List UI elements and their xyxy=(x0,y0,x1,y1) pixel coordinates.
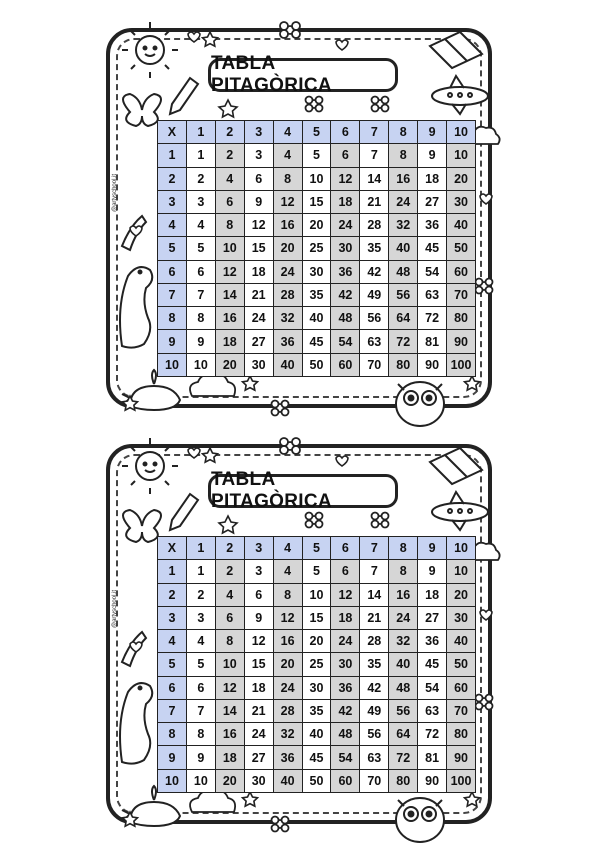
column-header: 4 xyxy=(273,121,302,144)
table-cell: 6 xyxy=(331,144,360,167)
table-grid xyxy=(157,536,476,793)
table-cell: 14 xyxy=(360,167,389,190)
table-cell: 4 xyxy=(215,583,244,606)
table-cell: 27 xyxy=(244,746,273,769)
table-cell: 9 xyxy=(418,560,447,583)
table-cell: 45 xyxy=(418,237,447,260)
row-header: 2 xyxy=(158,583,187,606)
column-header: 7 xyxy=(360,537,389,560)
table-cell: 8 xyxy=(389,560,418,583)
table-cell: 70 xyxy=(360,353,389,376)
table-cell: 21 xyxy=(244,699,273,722)
table-cell: 7 xyxy=(186,283,215,306)
table-cell: 2 xyxy=(215,144,244,167)
pythagorean-card-top xyxy=(100,16,500,416)
table-cell: 30 xyxy=(244,353,273,376)
credit-text: @artyschool.it xyxy=(112,589,118,628)
table-cell: 56 xyxy=(389,699,418,722)
column-header: 3 xyxy=(244,121,273,144)
multiplication-table xyxy=(157,120,476,377)
table-cell: 9 xyxy=(244,606,273,629)
table-cell: 16 xyxy=(273,630,302,653)
table-cell: 9 xyxy=(244,190,273,213)
column-header: 6 xyxy=(331,121,360,144)
table-cell: 2 xyxy=(215,560,244,583)
table-row xyxy=(158,630,476,653)
owl-icon xyxy=(396,382,444,426)
table-cell: 40 xyxy=(447,214,476,237)
table-cell: 60 xyxy=(331,769,360,792)
table-grid xyxy=(157,120,476,377)
table-cell: 16 xyxy=(389,167,418,190)
table-cell: 50 xyxy=(302,353,331,376)
table-cell: 42 xyxy=(331,283,360,306)
table-cell: 8 xyxy=(215,630,244,653)
table-cell: 70 xyxy=(447,283,476,306)
table-cell: 18 xyxy=(418,167,447,190)
table-cell: 30 xyxy=(331,237,360,260)
table-cell: 20 xyxy=(215,353,244,376)
table-cell: 8 xyxy=(273,583,302,606)
table-cell: 28 xyxy=(273,283,302,306)
corner-cell: X xyxy=(158,537,187,560)
table-cell: 12 xyxy=(273,190,302,213)
column-header: 3 xyxy=(244,537,273,560)
page-title: TABLA PITAGÒRICA xyxy=(208,474,398,508)
table-cell: 10 xyxy=(215,653,244,676)
table-cell: 5 xyxy=(302,144,331,167)
table-row xyxy=(158,699,476,722)
table-cell: 12 xyxy=(215,260,244,283)
table-cell: 28 xyxy=(360,630,389,653)
table-cell: 5 xyxy=(302,560,331,583)
table-cell: 9 xyxy=(418,144,447,167)
table-cell: 16 xyxy=(215,307,244,330)
table-cell: 64 xyxy=(389,723,418,746)
table-cell: 40 xyxy=(389,237,418,260)
table-cell: 10 xyxy=(447,560,476,583)
row-header: 1 xyxy=(158,144,187,167)
table-cell: 10 xyxy=(302,583,331,606)
row-header: 6 xyxy=(158,260,187,283)
table-cell: 45 xyxy=(418,653,447,676)
table-cell: 6 xyxy=(215,606,244,629)
table-cell: 4 xyxy=(186,214,215,237)
table-cell: 63 xyxy=(418,283,447,306)
table-cell: 20 xyxy=(447,583,476,606)
column-header: 2 xyxy=(215,537,244,560)
table-cell: 70 xyxy=(447,699,476,722)
table-cell: 12 xyxy=(215,676,244,699)
table-cell: 72 xyxy=(418,723,447,746)
table-cell: 10 xyxy=(186,769,215,792)
table-cell: 5 xyxy=(186,653,215,676)
table-cell: 49 xyxy=(360,699,389,722)
table-cell: 6 xyxy=(244,167,273,190)
table-row xyxy=(158,283,476,306)
table-cell: 25 xyxy=(302,653,331,676)
table-cell: 42 xyxy=(331,699,360,722)
row-header: 4 xyxy=(158,630,187,653)
table-cell: 24 xyxy=(389,606,418,629)
table-cell: 6 xyxy=(331,560,360,583)
table-cell: 27 xyxy=(244,330,273,353)
table-cell: 15 xyxy=(302,606,331,629)
table-cell: 32 xyxy=(389,214,418,237)
table-cell: 80 xyxy=(447,307,476,330)
table-cell: 21 xyxy=(360,190,389,213)
airplane-icon xyxy=(432,492,488,530)
table-cell: 49 xyxy=(360,283,389,306)
table-cell: 100 xyxy=(447,353,476,376)
row-header: 3 xyxy=(158,190,187,213)
table-cell: 10 xyxy=(447,144,476,167)
table-cell: 30 xyxy=(302,260,331,283)
row-header: 6 xyxy=(158,676,187,699)
row-header: 10 xyxy=(158,769,187,792)
corner-cell: X xyxy=(158,121,187,144)
table-cell: 15 xyxy=(244,237,273,260)
column-header: 1 xyxy=(186,537,215,560)
table-cell: 9 xyxy=(186,746,215,769)
row-header: 7 xyxy=(158,283,187,306)
table-cell: 56 xyxy=(360,307,389,330)
table-row xyxy=(158,330,476,353)
book-icon xyxy=(430,448,482,484)
table-cell: 40 xyxy=(447,630,476,653)
table-cell: 16 xyxy=(273,214,302,237)
table-cell: 54 xyxy=(418,260,447,283)
table-cell: 30 xyxy=(331,653,360,676)
table-cell: 63 xyxy=(360,746,389,769)
table-cell: 35 xyxy=(360,237,389,260)
table-cell: 7 xyxy=(360,560,389,583)
table-cell: 4 xyxy=(273,144,302,167)
table-row xyxy=(158,606,476,629)
table-cell: 15 xyxy=(244,653,273,676)
table-cell: 54 xyxy=(331,330,360,353)
row-header: 10 xyxy=(158,353,187,376)
table-cell: 42 xyxy=(360,260,389,283)
table-cell: 27 xyxy=(418,190,447,213)
sun-icon xyxy=(122,22,178,78)
table-cell: 20 xyxy=(302,630,331,653)
table-row xyxy=(158,214,476,237)
table-cell: 36 xyxy=(273,746,302,769)
table-cell: 10 xyxy=(186,353,215,376)
table-cell: 3 xyxy=(186,606,215,629)
table-cell: 35 xyxy=(302,283,331,306)
table-cell: 63 xyxy=(360,330,389,353)
table-cell: 7 xyxy=(186,699,215,722)
table-cell: 36 xyxy=(418,214,447,237)
table-cell: 80 xyxy=(447,723,476,746)
row-header: 5 xyxy=(158,653,187,676)
table-cell: 50 xyxy=(447,237,476,260)
credit-text: @artyschool.it xyxy=(112,173,118,212)
table-cell: 72 xyxy=(389,330,418,353)
table-row xyxy=(158,237,476,260)
table-row xyxy=(158,769,476,792)
pencil-icon xyxy=(170,494,198,530)
table-cell: 90 xyxy=(418,353,447,376)
table-cell: 72 xyxy=(389,746,418,769)
table-cell: 32 xyxy=(273,723,302,746)
column-header: 4 xyxy=(273,537,302,560)
table-cell: 20 xyxy=(215,769,244,792)
pencil-icon xyxy=(170,78,198,114)
sun-icon xyxy=(122,438,178,494)
table-cell: 56 xyxy=(360,723,389,746)
page-title: TABLA PITAGÒRICA xyxy=(208,58,398,92)
table-row xyxy=(158,353,476,376)
table-cell: 25 xyxy=(302,237,331,260)
table-row xyxy=(158,560,476,583)
table-row xyxy=(158,653,476,676)
table-cell: 6 xyxy=(186,676,215,699)
table-cell: 18 xyxy=(215,746,244,769)
table-row xyxy=(158,676,476,699)
table-cell: 45 xyxy=(302,746,331,769)
table-cell: 4 xyxy=(273,560,302,583)
table-cell: 30 xyxy=(244,769,273,792)
row-header: 8 xyxy=(158,307,187,330)
table-cell: 3 xyxy=(244,560,273,583)
table-cell: 10 xyxy=(302,167,331,190)
column-header: 9 xyxy=(418,121,447,144)
table-cell: 90 xyxy=(447,330,476,353)
column-header: 9 xyxy=(418,537,447,560)
table-cell: 12 xyxy=(244,214,273,237)
table-cell: 24 xyxy=(389,190,418,213)
table-cell: 18 xyxy=(418,583,447,606)
table-cell: 35 xyxy=(302,699,331,722)
table-cell: 24 xyxy=(244,307,273,330)
table-cell: 14 xyxy=(360,583,389,606)
table-cell: 42 xyxy=(360,676,389,699)
table-cell: 7 xyxy=(360,144,389,167)
table-cell: 8 xyxy=(186,723,215,746)
table-cell: 20 xyxy=(302,214,331,237)
table-cell: 50 xyxy=(447,653,476,676)
table-cell: 20 xyxy=(273,653,302,676)
table-cell: 63 xyxy=(418,699,447,722)
column-header: 6 xyxy=(331,537,360,560)
table-cell: 18 xyxy=(215,330,244,353)
table-cell: 24 xyxy=(244,723,273,746)
row-header: 4 xyxy=(158,214,187,237)
table-cell: 16 xyxy=(215,723,244,746)
table-cell: 30 xyxy=(447,606,476,629)
table-cell: 8 xyxy=(389,144,418,167)
book-icon xyxy=(430,32,482,68)
table-cell: 56 xyxy=(389,283,418,306)
table-header-row xyxy=(158,537,476,560)
table-cell: 15 xyxy=(302,190,331,213)
table-cell: 24 xyxy=(331,214,360,237)
table-cell: 36 xyxy=(331,676,360,699)
table-cell: 16 xyxy=(389,583,418,606)
table-row xyxy=(158,144,476,167)
pythagorean-card-bottom xyxy=(100,432,500,832)
table-cell: 1 xyxy=(186,560,215,583)
table-cell: 54 xyxy=(331,746,360,769)
table-cell: 12 xyxy=(331,583,360,606)
table-cell: 2 xyxy=(186,167,215,190)
table-cell: 35 xyxy=(360,653,389,676)
table-cell: 18 xyxy=(331,606,360,629)
table-cell: 40 xyxy=(273,353,302,376)
table-cell: 72 xyxy=(418,307,447,330)
table-cell: 45 xyxy=(302,330,331,353)
table-cell: 40 xyxy=(273,769,302,792)
airplane-icon xyxy=(432,76,488,114)
table-cell: 1 xyxy=(186,144,215,167)
table-cell: 48 xyxy=(331,723,360,746)
table-cell: 6 xyxy=(186,260,215,283)
table-cell: 60 xyxy=(447,260,476,283)
table-cell: 27 xyxy=(418,606,447,629)
table-cell: 8 xyxy=(273,167,302,190)
table-header-row xyxy=(158,121,476,144)
column-header: 1 xyxy=(186,121,215,144)
column-header: 10 xyxy=(447,121,476,144)
table-cell: 6 xyxy=(244,583,273,606)
butterfly-icon xyxy=(123,510,161,542)
multiplication-table xyxy=(157,536,476,793)
table-cell: 3 xyxy=(186,190,215,213)
table-cell: 40 xyxy=(302,307,331,330)
table-row xyxy=(158,307,476,330)
column-header: 5 xyxy=(302,121,331,144)
row-header: 1 xyxy=(158,560,187,583)
table-cell: 64 xyxy=(389,307,418,330)
row-header: 5 xyxy=(158,237,187,260)
table-cell: 8 xyxy=(215,214,244,237)
table-cell: 24 xyxy=(273,676,302,699)
table-cell: 8 xyxy=(186,307,215,330)
table-row xyxy=(158,260,476,283)
table-cell: 3 xyxy=(244,144,273,167)
table-row xyxy=(158,723,476,746)
table-cell: 90 xyxy=(418,769,447,792)
table-cell: 9 xyxy=(186,330,215,353)
butterfly-icon xyxy=(123,94,161,126)
table-cell: 4 xyxy=(186,630,215,653)
table-cell: 12 xyxy=(331,167,360,190)
table-cell: 20 xyxy=(273,237,302,260)
table-cell: 81 xyxy=(418,330,447,353)
table-cell: 40 xyxy=(389,653,418,676)
row-header: 3 xyxy=(158,606,187,629)
column-header: 10 xyxy=(447,537,476,560)
table-cell: 100 xyxy=(447,769,476,792)
table-cell: 21 xyxy=(360,606,389,629)
table-cell: 10 xyxy=(215,237,244,260)
table-cell: 18 xyxy=(244,260,273,283)
table-cell: 2 xyxy=(186,583,215,606)
table-cell: 48 xyxy=(389,260,418,283)
table-cell: 28 xyxy=(360,214,389,237)
table-cell: 60 xyxy=(447,676,476,699)
column-header: 5 xyxy=(302,537,331,560)
row-header: 2 xyxy=(158,167,187,190)
table-cell: 40 xyxy=(302,723,331,746)
table-cell: 48 xyxy=(389,676,418,699)
table-cell: 54 xyxy=(418,676,447,699)
table-cell: 28 xyxy=(273,699,302,722)
table-cell: 32 xyxy=(389,630,418,653)
table-row xyxy=(158,190,476,213)
table-cell: 90 xyxy=(447,746,476,769)
row-header: 8 xyxy=(158,723,187,746)
table-cell: 21 xyxy=(244,283,273,306)
row-header: 9 xyxy=(158,746,187,769)
column-header: 8 xyxy=(389,537,418,560)
table-row xyxy=(158,746,476,769)
column-header: 8 xyxy=(389,121,418,144)
table-cell: 36 xyxy=(331,260,360,283)
table-cell: 60 xyxy=(331,353,360,376)
column-header: 7 xyxy=(360,121,389,144)
table-cell: 24 xyxy=(273,260,302,283)
row-header: 9 xyxy=(158,330,187,353)
table-cell: 81 xyxy=(418,746,447,769)
table-cell: 36 xyxy=(273,330,302,353)
table-cell: 24 xyxy=(331,630,360,653)
table-cell: 5 xyxy=(186,237,215,260)
table-cell: 50 xyxy=(302,769,331,792)
table-cell: 70 xyxy=(360,769,389,792)
table-cell: 12 xyxy=(244,630,273,653)
table-cell: 12 xyxy=(273,606,302,629)
column-header: 2 xyxy=(215,121,244,144)
table-cell: 18 xyxy=(244,676,273,699)
table-cell: 30 xyxy=(447,190,476,213)
table-cell: 32 xyxy=(273,307,302,330)
table-cell: 80 xyxy=(389,769,418,792)
table-row xyxy=(158,583,476,606)
table-cell: 14 xyxy=(215,699,244,722)
table-cell: 6 xyxy=(215,190,244,213)
table-cell: 36 xyxy=(418,630,447,653)
table-cell: 14 xyxy=(215,283,244,306)
row-header: 7 xyxy=(158,699,187,722)
table-cell: 4 xyxy=(215,167,244,190)
table-row xyxy=(158,167,476,190)
table-cell: 30 xyxy=(302,676,331,699)
table-cell: 48 xyxy=(331,307,360,330)
table-cell: 80 xyxy=(389,353,418,376)
owl-icon xyxy=(396,798,444,842)
table-cell: 20 xyxy=(447,167,476,190)
table-cell: 18 xyxy=(331,190,360,213)
